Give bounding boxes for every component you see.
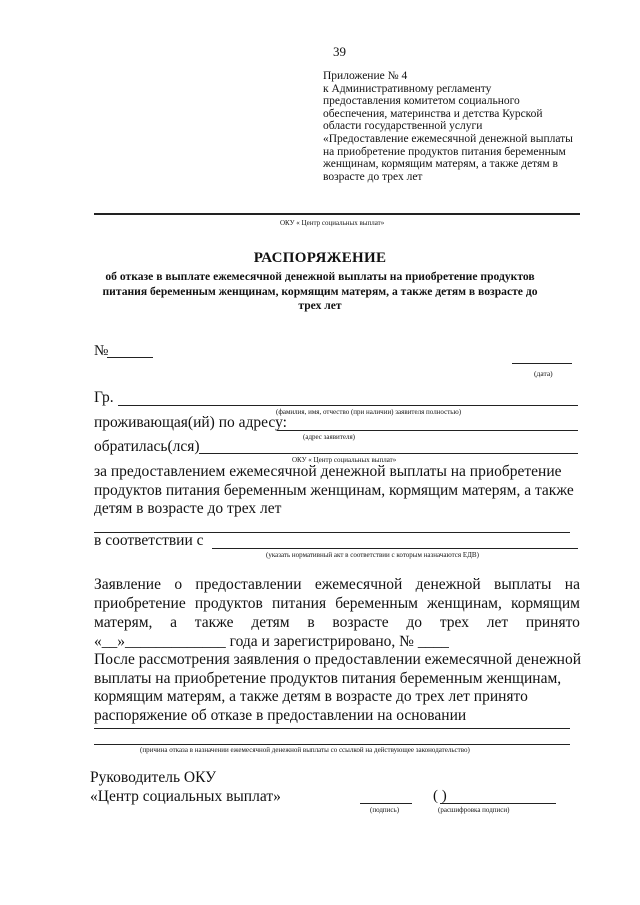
appendix-line: Приложение № 4 [323, 70, 408, 82]
decision-line: После рассмотрения заявления о предоставлении ежемесячной денежной [94, 651, 582, 668]
applied-field[interactable] [199, 453, 578, 454]
word: Заявление [94, 576, 161, 593]
page-number: 39 [333, 44, 346, 59]
org-caption: ОКУ « Центр социальных выплат» [280, 219, 385, 227]
purpose-line: детям в возрасте до трех лет [94, 500, 282, 517]
applied-label: обратилась(лся) [94, 438, 200, 455]
reason-caption: (причина отказа в назначении ежемесячной денежной выплаты со ссылкой на действующее законодательство) [140, 746, 470, 754]
signature-caption: (подпись) [370, 806, 400, 814]
word: о [174, 576, 183, 593]
citizen-name-field[interactable] [118, 405, 578, 406]
word: детям [251, 614, 290, 631]
decision-line: выплаты на приобретение продуктов питания беременным женщинам, [94, 669, 562, 687]
subtitle-line: трех лет [298, 299, 342, 312]
statement-line: «__»_____________ года и зарегистрировано, № ____ [94, 633, 449, 650]
word: продуктов [194, 595, 263, 612]
appendix-line: возрасте до трех лет [323, 170, 423, 183]
appendix-line: к Административному регламенту [323, 82, 492, 95]
appendix-line: на приобретение продуктов питания беременным [323, 145, 566, 158]
word: трех [439, 614, 469, 631]
head-organization: «Центр социальных выплат» [90, 788, 281, 805]
word: принято [525, 614, 580, 631]
word: выплаты [494, 576, 552, 593]
accordance-caption: (указать нормативный акт в соответствии с которым назначаются ЕДВ) [266, 551, 479, 559]
purpose-text [94, 463, 580, 519]
word: беременным [335, 595, 418, 612]
word: матерям, [94, 614, 153, 631]
word: питания [271, 595, 327, 612]
word: также [194, 614, 234, 631]
decision-line: распоряжение об отказе в предоставлении на основании [94, 706, 467, 724]
appendix-line: женщинам, кормящим матерям, а также детям в [323, 158, 558, 171]
number-label: № [94, 343, 109, 359]
purpose-line [94, 463, 580, 482]
signature-decoding-bracket: ( ) [433, 788, 447, 804]
address-caption: (адрес заявителя) [303, 433, 355, 441]
date-field[interactable] [512, 363, 572, 364]
word: женщинам, [427, 595, 502, 612]
appendix-line: обеспечения, материнства и детства Курской [323, 107, 543, 120]
decision-line: кормящим матерям, а также детям в возрасте до трех лет принято [94, 688, 528, 705]
head-position: Руководитель ОКУ [90, 769, 217, 786]
statement-line [94, 575, 580, 594]
statement-line [94, 594, 580, 613]
word: лет [486, 614, 509, 631]
signature-decoding-field[interactable] [440, 803, 556, 804]
statement-line [94, 613, 580, 632]
citizen-label: Гр. [94, 389, 114, 406]
decision-paragraph [94, 651, 580, 725]
appendix-line: «Предоставление ежемесячной денежной выплаты [323, 132, 573, 145]
date-caption: (дата) [534, 369, 553, 378]
statement-paragraph [94, 575, 580, 651]
accordance-field[interactable] [212, 548, 578, 549]
appendix-block [323, 70, 573, 183]
address-field[interactable] [277, 430, 578, 431]
number-field[interactable] [107, 357, 153, 358]
word: предоставлении [195, 576, 302, 593]
reason-field-2[interactable] [94, 744, 570, 745]
decoding-caption: (расшифровка подписи) [438, 806, 510, 814]
purpose-line-text: за предоставлением ежемесячной денежной выплаты на приобретение [94, 463, 562, 480]
word: а [170, 614, 178, 631]
appendix-line: области государственной услуги [323, 120, 483, 133]
document-subtitle [60, 270, 580, 314]
applied-caption: ОКУ « Центр социальных выплат» [292, 456, 397, 464]
purpose-line: продуктов питания беременным женщинам, кормящим матерям, а также [94, 481, 574, 499]
document-title: РАСПОРЯЖЕНИЕ [253, 250, 387, 266]
citizen-caption: (фамилия, имя, отчество (при наличии) заявителя полностью) [276, 408, 462, 416]
word: денежной [415, 576, 481, 593]
word: приобретение [94, 595, 186, 612]
word: ежемесячной [314, 576, 403, 593]
subtitle-line: об отказе в выплате ежемесячной денежной выплаты на приобретение продуктов [105, 270, 535, 283]
org-line [94, 213, 580, 215]
reason-field-1[interactable] [94, 728, 570, 729]
word: до [406, 614, 423, 631]
subtitle-line: питания беременным женщинам, кормящим матерям, а также детям в возрасте до [102, 284, 538, 298]
word: на [564, 576, 580, 593]
appendix-line: предоставления комитетом социального [323, 95, 520, 108]
address-label: проживающая(ий) по адресу: [94, 414, 287, 431]
word: в [307, 614, 315, 631]
signature-field[interactable] [360, 803, 412, 804]
word: возрасте [332, 614, 389, 631]
accordance-label: в соответствии с [94, 532, 204, 549]
word: кормящим [510, 595, 580, 612]
